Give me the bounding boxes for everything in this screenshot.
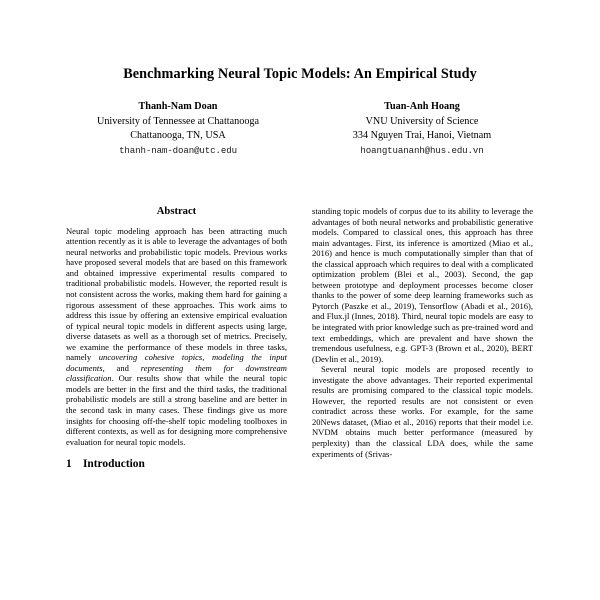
- section-title: Introduction: [83, 458, 145, 471]
- column-right: [312, 206, 533, 459]
- paragraph-2: Several neural topic models are proposed recently to investigate the above advantages. Their reported experimental results are promising compared to the classical topic models. However, the reported results are not consistent or even contradict across these works. For example, for the same 20News dataset, (Miao et al., 2016) reports that their model i.e. NVDM obtains much better performance (measured by perplexity) than the classical LDA does, while the same experiments of (Srivas-: [312, 364, 533, 459]
- author-email[interactable]: hoangtuananh@hus.edu.vn: [360, 144, 484, 156]
- author-affiliation: University of Tennessee at Chattanooga: [96, 116, 260, 128]
- abstract-heading: Abstract: [156, 206, 197, 217]
- abstract-part-2: , and: [102, 362, 141, 373]
- abstract-part-1: Neural topic modeling approach has been attracting much attention recently as it is able to leverage the advantages of both neural networks and probabilistic topic models. Previous works have proposed several models that are based on this framework and obtained impressive experimental results compared to traditional probabilistic models. However, the reported result is not consistent across the works, making them hard for gaining a rigorous assessment of these approaches. This work aims to address this issue by offering an extensive empirical evaluation of typical neural topic models in different aspects using large, diverse datasets as well as a thorough set of metrics. Precisely, we examine the performance of these models in three tasks, namely: [66, 225, 287, 363]
- abstract-part-3: . Our results show that while the neural topic models are better in the first and the third tasks, the traditional probabilistic models are still a strong baseline and are better in the second task in many cases. These findings give us more insights for choosing off-the-shelf topic modeling toolboxes in different contexts, as well as for designing more comprehensive evaluation for neural topic models.: [66, 373, 287, 447]
- abstract-italic-1: uncovering cohesive topics, modeling the input documents: [66, 352, 287, 373]
- author-block-1: [56, 100, 300, 157]
- paragraph-continued: standing topic models of corpus due to its ability to leverage the advantages of both neural networks and probabilistic generative models. Compared to classical ones, this approach has three main advantages. First, its inference is amortized (Miao et al., 2016) and hence is much computationally simpler than that of the classical approach which requires to deal with a complicated optimization problem (Blei et al., 2003). Second, the gap between prototype and deployment processes become closer thanks to the power of some deep learning frameworks such as Pytorch (Paszke et al., 2019), Tensorflow (Abadi et al., 2016), and Flux.jl (Innes, 2018). Third, neural topic models are easy to be integrated with prior knowledge such as pre-trained word and text embeddings, which are prevalent and have shown the tremendous usefulness, e.g. GPT-3 (Brown et al., 2020), BERT (Devlin et al., 2019).: [312, 206, 533, 364]
- abstract-body: [66, 226, 287, 447]
- author-location: 334 Nguyen Trai, Hanoi, Vietnam: [352, 130, 492, 142]
- page-title: Benchmarking Neural Topic Models: An Empirical Study: [123, 65, 477, 82]
- author-name: Thanh-Nam Doan: [138, 101, 218, 112]
- author-block-2: [300, 100, 544, 157]
- section-heading-introduction: [66, 458, 287, 470]
- column-left: [66, 206, 287, 470]
- abstract-italic-2: representing them for downstream classification: [66, 362, 287, 384]
- author-location: Chattanooga, TN, USA: [130, 130, 226, 142]
- author-email[interactable]: thanh-nam-doan@utc.edu: [119, 144, 237, 156]
- section-number: 1: [66, 458, 72, 471]
- author-list: [56, 100, 544, 157]
- author-affiliation: VNU University of Science: [365, 116, 479, 128]
- author-name: Tuan-Anh Hoang: [384, 101, 460, 112]
